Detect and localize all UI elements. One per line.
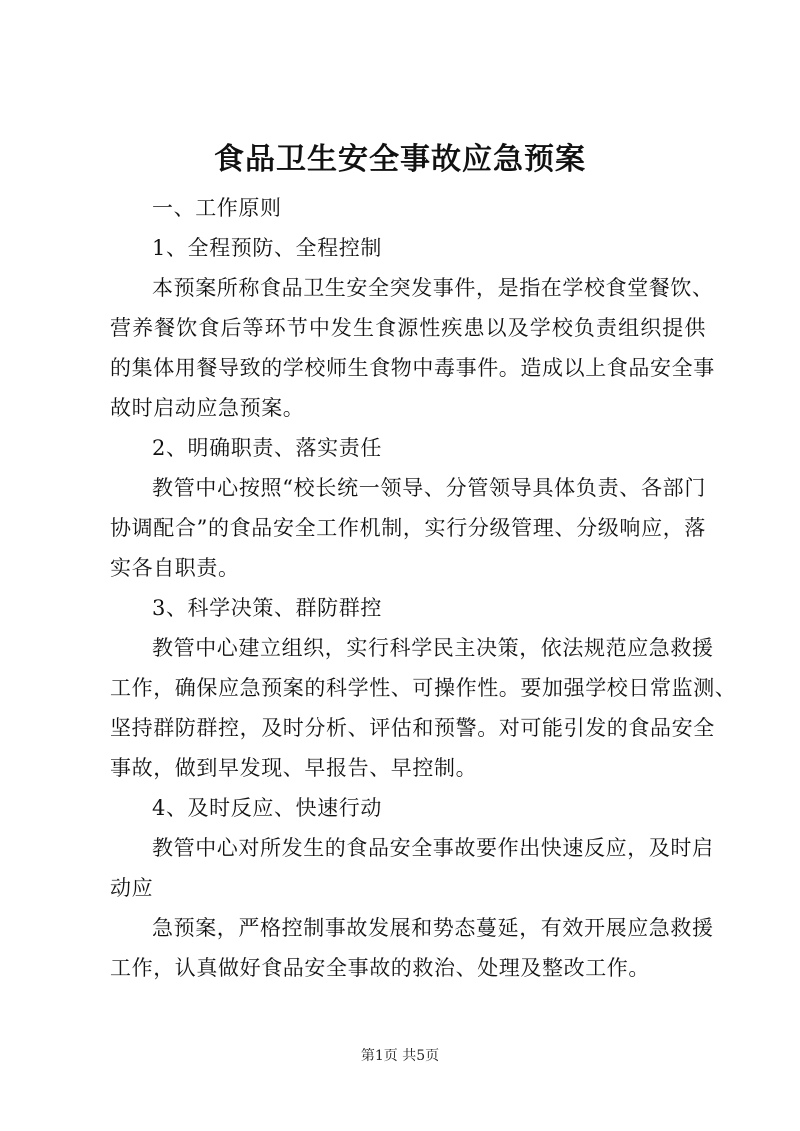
paragraph-line: 的集体用餐导致的学校师生食物中毒事件。造成以上食品安全事 <box>110 356 715 380</box>
page-number-footer: 第1页 共5页 <box>360 1048 440 1064</box>
paragraph-line: 故时启动应急预案。 <box>110 396 305 420</box>
paragraph-line: 工作，认真做好食品安全事故的救治、处理及整改工作。 <box>110 956 650 980</box>
paragraph-line: 工作，确保应急预案的科学性、可操作性。要加强学校日常监测、 <box>110 676 737 700</box>
document-title: 食品卫生安全事故应急预案 <box>214 142 586 177</box>
subsection-heading: 1、全程预防、全程控制 <box>152 236 382 260</box>
paragraph-line: 坚持群防群控，及时分析、评估和预警。对可能引发的食品安全 <box>110 716 715 740</box>
paragraph-line: 协调配合”的食品安全工作机制，实行分级管理、分级响应，落 <box>110 516 706 540</box>
paragraph-line: 事故，做到早发现、早报告、早控制。 <box>110 756 478 780</box>
paragraph-line: 营养餐饮食后等环节中发生食源性疾患以及学校负责组织提供 <box>110 316 706 340</box>
paragraph-line: 动应 <box>110 876 154 900</box>
subsection-heading: 2、明确职责、落实责任 <box>152 436 382 460</box>
paragraph-line: 急预案，严格控制事故发展和势态蔓延，有效开展应急救援 <box>152 916 714 940</box>
paragraph-line: 实各自职责。 <box>110 556 240 580</box>
subsection-heading: 4、及时反应、快速行动 <box>152 796 382 820</box>
paragraph-line: 教管中心建立组织，实行科学民主决策，依法规范应急救援 <box>152 636 714 660</box>
section-heading: 一、工作原则 <box>152 196 282 220</box>
paragraph-line: 教管中心按照“校长统一领导、分管领导具体负责、各部门 <box>152 476 706 500</box>
paragraph-line: 本预案所称食品卫生安全突发事件，是指在学校食堂餐饮、 <box>152 276 714 300</box>
subsection-heading: 3、科学决策、群防群控 <box>152 596 382 620</box>
paragraph-line: 教管中心对所发生的食品安全事故要作出快速反应，及时启 <box>152 836 714 860</box>
